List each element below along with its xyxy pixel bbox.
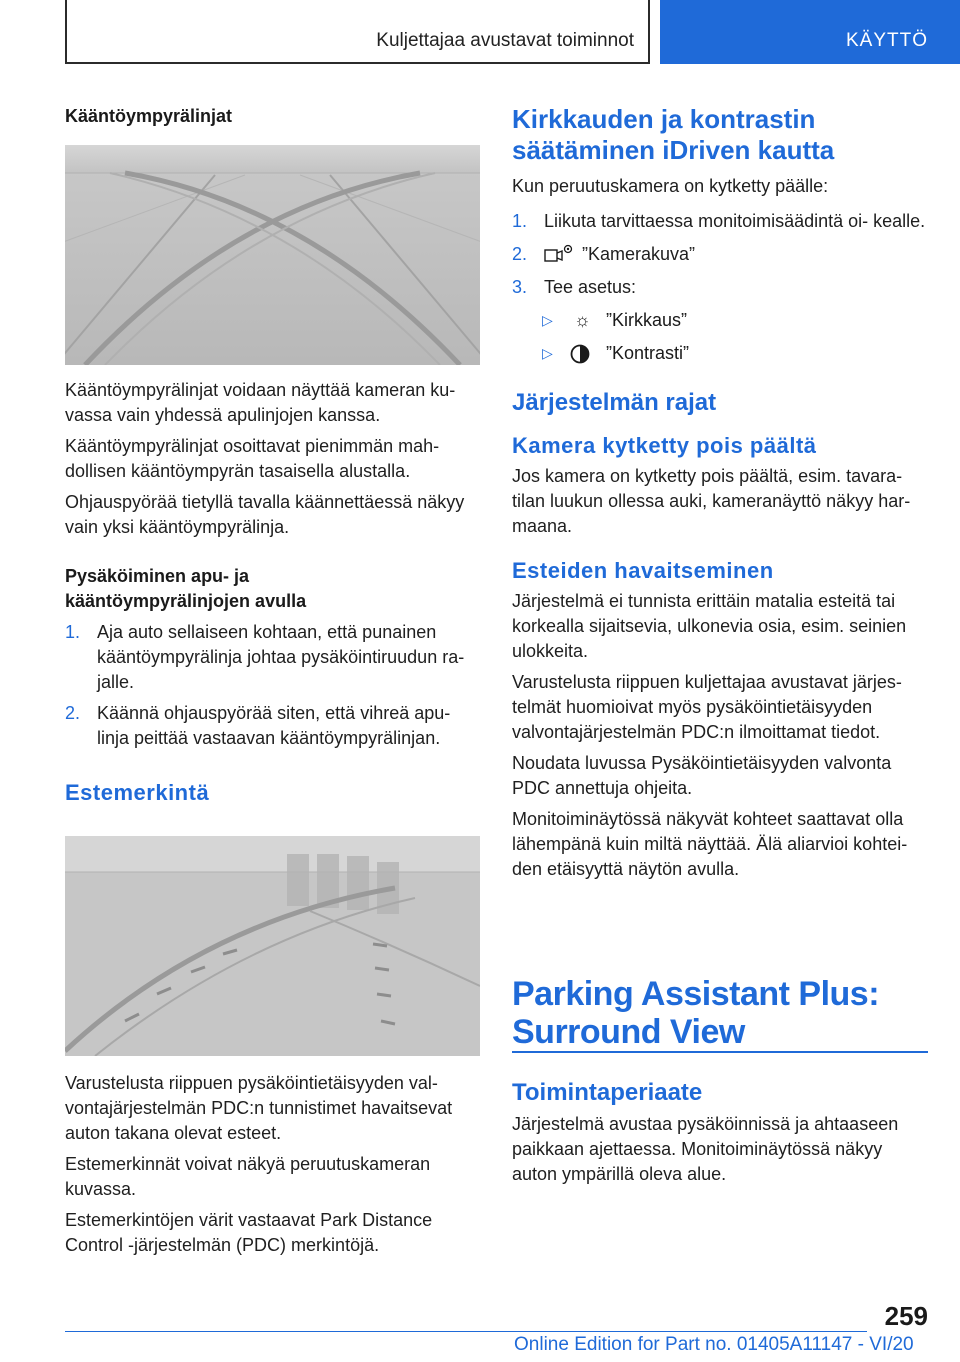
- turning-lines-image: [65, 145, 480, 365]
- paragraph: Estemerkintöjen värit vastaavat Park Distance Control -järjestelmän (PDC) merkintöjä.: [65, 1210, 433, 1255]
- heading-camera-off: Kamera kytketty pois päältä: [512, 433, 817, 458]
- list-item: [65, 620, 480, 695]
- heading-parking-aid: Pysäköiminen apu- ja: [65, 566, 250, 586]
- triangle-bullet-icon: ▷: [542, 312, 553, 328]
- header-section-title: Kuljettajaa avustavat toiminnot: [376, 30, 634, 51]
- heading-surround-view: Surround View: [512, 1013, 745, 1051]
- sub-item-text: ”Kontrasti”: [606, 343, 690, 363]
- contrast-icon: [570, 344, 590, 364]
- list-text: Aja auto sellaiseen kohtaan, että punainen kääntöympyrälinja johtaa pysäköintiruudun ra- jalle.: [97, 622, 465, 692]
- heading-turning-lines: Kääntöympyrälinjat: [65, 106, 233, 126]
- header-chapter-tab: [660, 0, 960, 64]
- paragraph: Varustelusta riippuen kuljettajaa avustavat järjes- telmät huomioivat myös pysäköintietäisyyden valvontajärjestelmän PDC:n ilmoittamat tiedot.: [512, 672, 902, 742]
- heading-system-limits: Järjestelmän rajat: [512, 389, 717, 416]
- heading-parking-aid-2: kääntöympyrälinjojen avulla: [65, 591, 307, 611]
- header-section-box: [65, 0, 650, 64]
- paragraph: Järjestelmä ei tunnista erittäin matalia esteitä tai korkealla sijaitsevia, ulkonevia osia, esim. seinien ulokkeita.: [512, 591, 907, 661]
- heading-obstacle-marking: Estemerkintä: [65, 780, 210, 805]
- paragraph: Monitoiminäytössä näkyvät kohteet saattavat olla lähempänä kuin miltä näyttää. Älä aliarvioi kohtei- den etäisyyttä näytön avulla.: [512, 809, 908, 879]
- paragraph: Estemerkinnät voivat näkyä peruutuskameran kuvassa.: [65, 1154, 431, 1199]
- sub-item: [512, 341, 928, 366]
- paragraph: Noudata luvussa Pysäköintietäisyyden valvonta PDC annettuja ohjeita.: [512, 753, 892, 798]
- right-column-section-2: [512, 975, 928, 1051]
- heading-parking-assistant: Parking Assistant Plus:: [512, 975, 880, 1013]
- sub-item-text: ”Kirkkaus”: [606, 310, 688, 330]
- section-rule: [512, 1051, 928, 1053]
- left-column-text-1: [65, 378, 480, 807]
- heading-brightness-contrast-2: säätäminen iDriven kautta: [512, 135, 835, 165]
- triangle-bullet-icon: ▷: [542, 345, 553, 361]
- right-column: [512, 104, 928, 888]
- list-item: [512, 209, 928, 234]
- header-chapter-title: KÄYTTÖ: [845, 30, 928, 51]
- list-text: Käännä ohjauspyörää siten, että vihreä apu- linja peittää vastaavan kääntöympyrälinjan.: [97, 703, 451, 748]
- list-text: Liikuta tarvittaessa monitoimisäädintä oi- kealle.: [544, 211, 926, 231]
- list-text: ”Kamerakuva”: [582, 244, 696, 264]
- camera-settings-icon: [544, 243, 574, 263]
- paragraph: Järjestelmä avustaa pysäköinnissä ja ahtaaseen paikkaan ajettaessa. Monitoiminäytössä näkyy auton ympärillä oleva alue.: [512, 1114, 899, 1184]
- page-number: 259: [884, 1301, 928, 1331]
- list-number: 3.: [512, 277, 528, 297]
- list-text: Tee asetus:: [544, 277, 637, 297]
- right-column-section-3: [512, 1078, 928, 1193]
- left-column-text-2: [65, 1071, 480, 1264]
- list-number: 1.: [65, 622, 81, 642]
- paragraph: Jos kamera on kytketty pois päältä, esim. tavara- tilan luukun ollessa auki, kameranäyttö näkyy har- maana.: [512, 466, 911, 536]
- list-number: 2.: [512, 244, 528, 264]
- heading-brightness-contrast: Kirkkauden ja kontrastin: [512, 104, 816, 134]
- heading-obstacle-detection: Esteiden havaitseminen: [512, 558, 774, 583]
- paragraph: Varustelusta riippuen pysäköintietäisyyden val- vontajärjestelmän PDC:n tunnistimet havaitsevat auton takana olevat esteet.: [65, 1073, 453, 1143]
- sub-item: [512, 308, 928, 333]
- paragraph: Ohjauspyörää tietyllä tavalla käännettäessä näkyy vain yksi kääntöympyrälinja.: [65, 492, 465, 537]
- sun-icon: ☼: [574, 310, 591, 330]
- heading-principle: Toimintaperiaate: [512, 1079, 703, 1106]
- footer-edition: Online Edition for Part no. 01405A11147 - VI/20: [514, 1334, 914, 1355]
- paragraph: Kääntöympyrälinjat osoittavat pienimmän mah- dollisen kääntöympyrän tasaisella alustalla.: [65, 436, 440, 481]
- paragraph: Kun peruutuskamera on kytketty päälle:: [512, 176, 829, 196]
- list-number: 1.: [512, 211, 528, 231]
- list-item: [65, 701, 480, 751]
- footer-rule: [65, 1331, 867, 1332]
- obstacle-marking-image: [65, 836, 480, 1056]
- list-item: [512, 275, 928, 300]
- paragraph: Kääntöympyrälinjat voidaan näyttää kameran ku- vassa vain yhdessä apulinjojen kanssa.: [65, 380, 456, 425]
- list-number: 2.: [65, 703, 81, 723]
- list-item: [512, 242, 928, 267]
